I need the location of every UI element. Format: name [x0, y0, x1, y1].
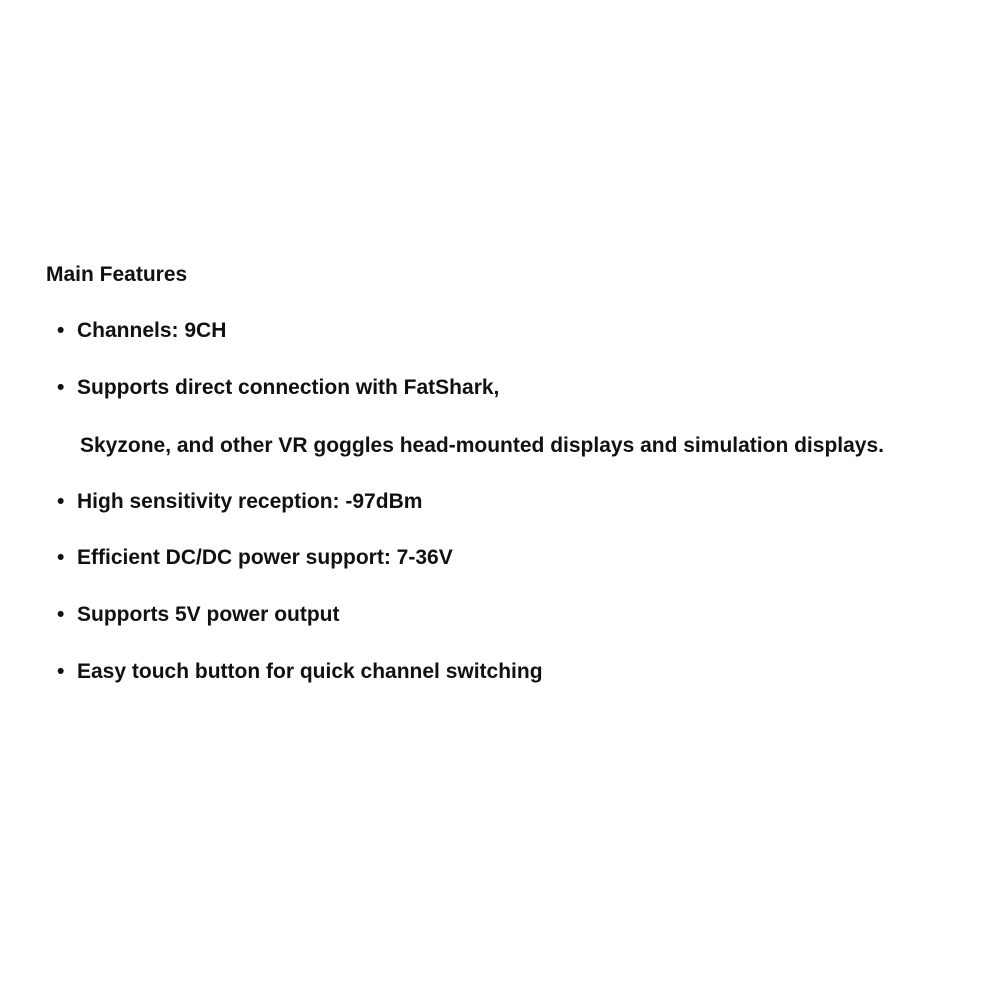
bullet-icon: • [57, 660, 65, 683]
feature-item-text: Supports direct connection with FatShark, [77, 376, 500, 399]
feature-item-compatibility-continuation: Skyzone, and other VR goggles head-mounted displays and simulation displays. [80, 434, 884, 457]
bullet-icon: • [57, 376, 65, 399]
feature-item-text: Channels: 9CH [77, 319, 227, 342]
bullet-icon: • [57, 603, 65, 626]
feature-item-text: Supports 5V power output [77, 603, 340, 626]
feature-item-text: Efficient DC/DC power support: 7-36V [77, 546, 453, 569]
bullet-icon: • [57, 319, 65, 342]
bullet-icon: • [57, 546, 65, 569]
feature-item-text: Easy touch button for quick channel switching [77, 660, 543, 683]
features-heading: Main Features [46, 263, 188, 286]
feature-item-text: High sensitivity reception: -97dBm [77, 490, 423, 513]
bullet-icon: • [57, 490, 65, 513]
